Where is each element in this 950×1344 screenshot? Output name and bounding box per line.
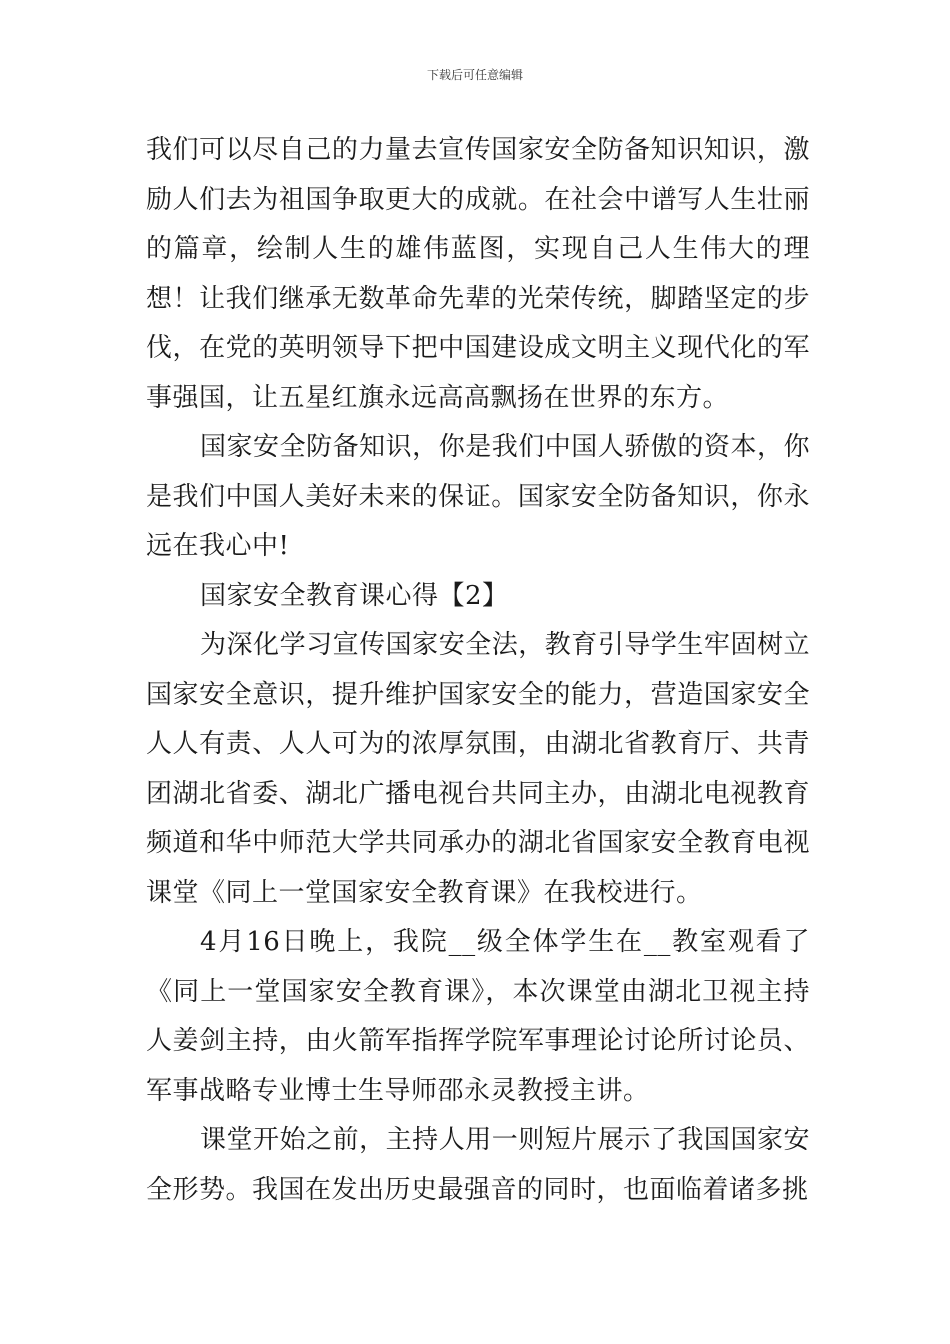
paragraph-3: 为深化学习宣传国家安全法，教育引导学生牢固树立国家安全意识，提升维护国家安全的能力，营造国家安全人人有责、人人可为的浓厚氛围，由湖北省教育厅、共青团湖北省委、湖北广播电视台共同主办，由湖北电视教育频道和华中师范大学共同承办的湖北省国家安全教育电视课堂《同上一堂国家安全教育课》在我校进行。 bbox=[146, 630, 810, 908]
paragraph-5: 课堂开始之前，主持人用一则短片展示了我国国家安全形势。我国在发出历史最强音的同时，也面临着诸多挑 bbox=[146, 1125, 810, 1205]
paragraph-4: 4月16日晚上，我院__级全体学生在__教室观看了《同上一堂国家安全教育课》，本次课堂由湖北卫视主持人姜剑主持，由火箭军指挥学院军事理论讨论所讨论员、军事战略专业博士生导师邵永灵教授主讲。 bbox=[146, 927, 810, 1106]
document-body bbox=[146, 126, 810, 1215]
paragraph-1: 我们可以尽自己的力量去宣传国家安全防备知识知识，激励人们去为祖国争取更大的成就。在社会中谱写人生壮丽的篇章，绘制人生的雄伟蓝图，实现自己人生伟大的理想！让我们继承无数革命先辈的光荣传统，脚踏坚定的步伐，在党的英明领导下把中国建设成文明主义现代化的军事强国，让五星红旗永远高高飘扬在世界的东方。 bbox=[146, 135, 810, 413]
paragraph-2: 国家安全防备知识，你是我们中国人骄傲的资本，你是我们中国人美好未来的保证。国家安全防备知识，你永远在我心中! bbox=[146, 432, 810, 561]
page-header: 下载后可任意编辑 bbox=[426, 68, 523, 82]
section-heading: 国家安全教育课心得【2】 bbox=[200, 580, 509, 611]
